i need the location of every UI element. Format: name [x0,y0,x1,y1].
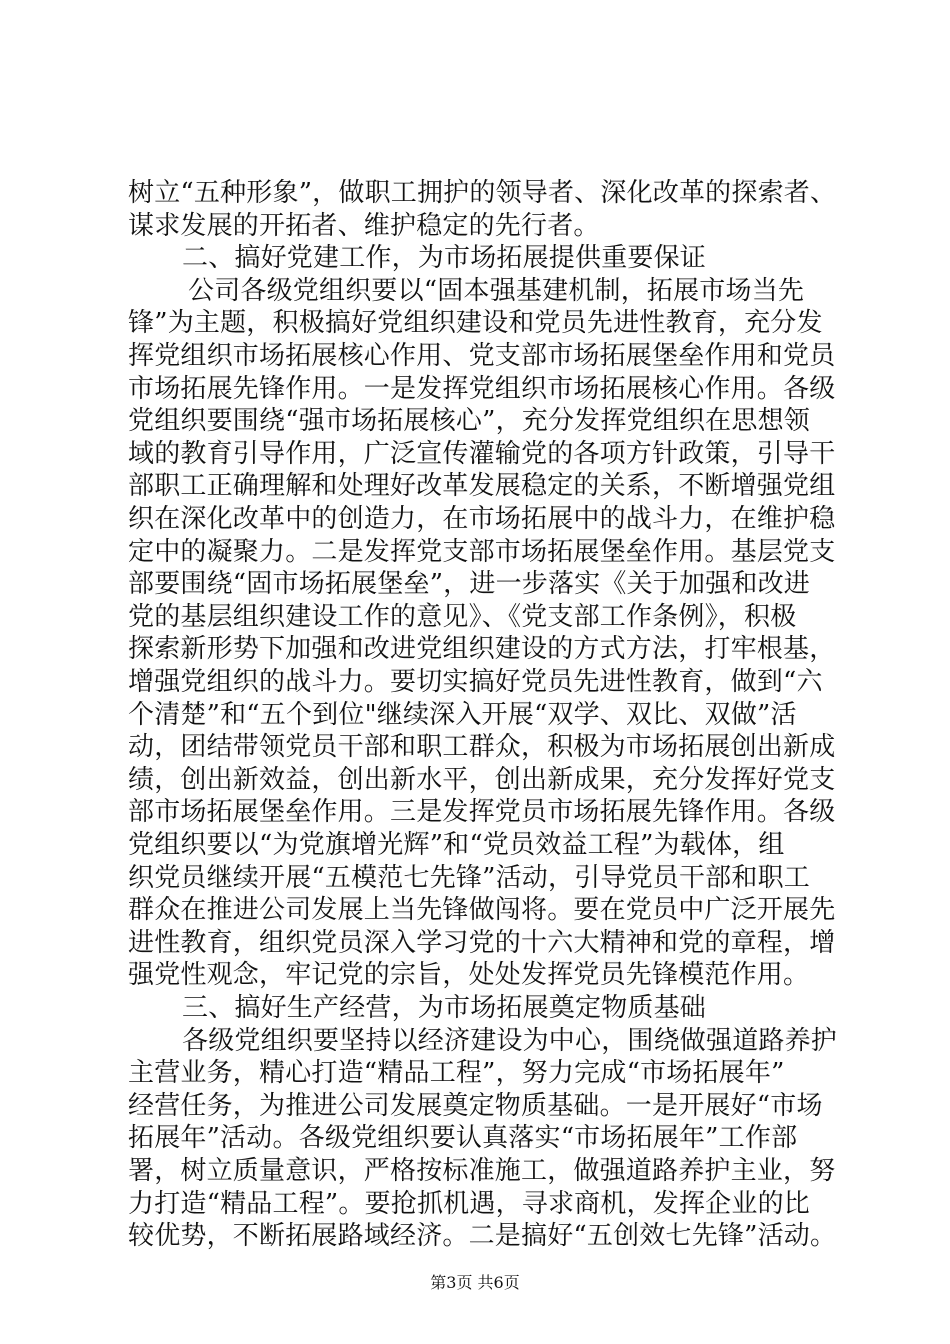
text-line: 各级党组织要坚持以经济建设为中心，围绕做强道路养护 [182,1025,838,1056]
text-line: 党组织要以“为党旗增光辉”和“党员效益工程”为载体，组 [128,830,785,860]
text-line: 个清楚”和“五个到位"继续深入开展“双学、双比、双做”活 [128,699,797,730]
text-line: 部要围绕“固市场拓展堡垒”，进一步落实《关于加强和改进 [128,569,810,600]
text-line: 织党员继续开展“五模范七先锋”活动，引导党员干部和职工 [128,862,810,893]
text-line: 经营任务，为推进公司发展奠定物质基础。一是开展好“市场 [128,1090,823,1121]
section-heading: 二、搞好党建工作，为市场拓展提供重要保证 [182,243,707,274]
text-line: 主营业务，精心打造“精品工程”，努力完成“市场拓展年” [128,1058,785,1089]
text-line: 拓展年”活动。各级党组织要认真落实“市场拓展年”工作部 [128,1123,798,1154]
text-line: 部市场拓展堡垒作用。三是发挥党员市场拓展先锋作用。各级 [128,797,836,828]
text-line: 较优势，不断拓展路域经济。二是搞好“五创效七先锋”活动。 [128,1221,837,1252]
text-line: 树立“五种形象”，做职工拥护的领导者、深化改革的探索者、 [128,178,837,208]
text-line: 公司各级党组织要以“固本强基建机制，拓展市场当先 [188,275,805,306]
text-line: 谋求发展的开拓者、维护稳定的先行者。 [128,210,600,241]
text-line: 市场拓展先锋作用。一是发挥党组织市场拓展核心作用。各级 [128,373,836,404]
text-line: 署，树立质量意识，严格按标准施工，做强道路养护主业，努 [128,1156,836,1186]
text-line: 探索新形势下加强和改进党组织建设的方式方法，打牢根基， [128,634,836,665]
text-line: 部职工正确理解和处理好改革发展稳定的关系，不断增强党组 [128,471,836,502]
text-line: 锋”为主题，积极搞好党组织建设和党员先进性教育，充分发 [128,308,823,339]
text-line: 党组织要围绕“强市场拓展核心”，充分发挥党组织在思想领 [128,406,810,437]
text-line: 增强党组织的战斗力。要切实搞好党员先进性教育，做到“六 [128,667,823,697]
text-line: 织在深化改革中的创造力，在市场拓展中的战斗力，在维护稳 [128,504,836,534]
text-line: 力打造“精品工程”。要抢抓机遇，寻求商机，发挥企业的比 [128,1188,810,1219]
text-line: 域的教育引导作用，广泛宣传灌输党的各项方针政策，引导干 [128,438,836,469]
section-heading: 三、搞好生产经营，为市场拓展奠定物质基础 [182,993,707,1023]
text-line: 动，团结带领党员干部和职工群众，积极为市场拓展创出新成 [128,732,836,763]
page-number: 第3页 共6页 [430,1273,520,1292]
text-line: 绩，创出新效益，创出新水平，创出新成果，充分发挥好党支 [128,764,836,795]
text-line: 定中的凝聚力。二是发挥党支部市场拓展堡垒作用。基层党支 [128,536,836,567]
text-line: 挥党组织市场拓展核心作用、党支部市场拓展堡垒作用和党员 [128,341,836,371]
text-line: 强党性观念，牢记党的宗旨，处处发挥党员先锋模范作用。 [128,960,810,991]
text-line: 群众在推进公司发展上当先锋做闯将。要在党员中广泛开展先 [128,895,836,926]
text-line: 党的基层组织建设工作的意见》、《党支部工作条例》，积极 [128,601,797,632]
text-line: 进性教育，组织党员深入学习党的十六大精神和党的章程，增 [128,927,836,958]
